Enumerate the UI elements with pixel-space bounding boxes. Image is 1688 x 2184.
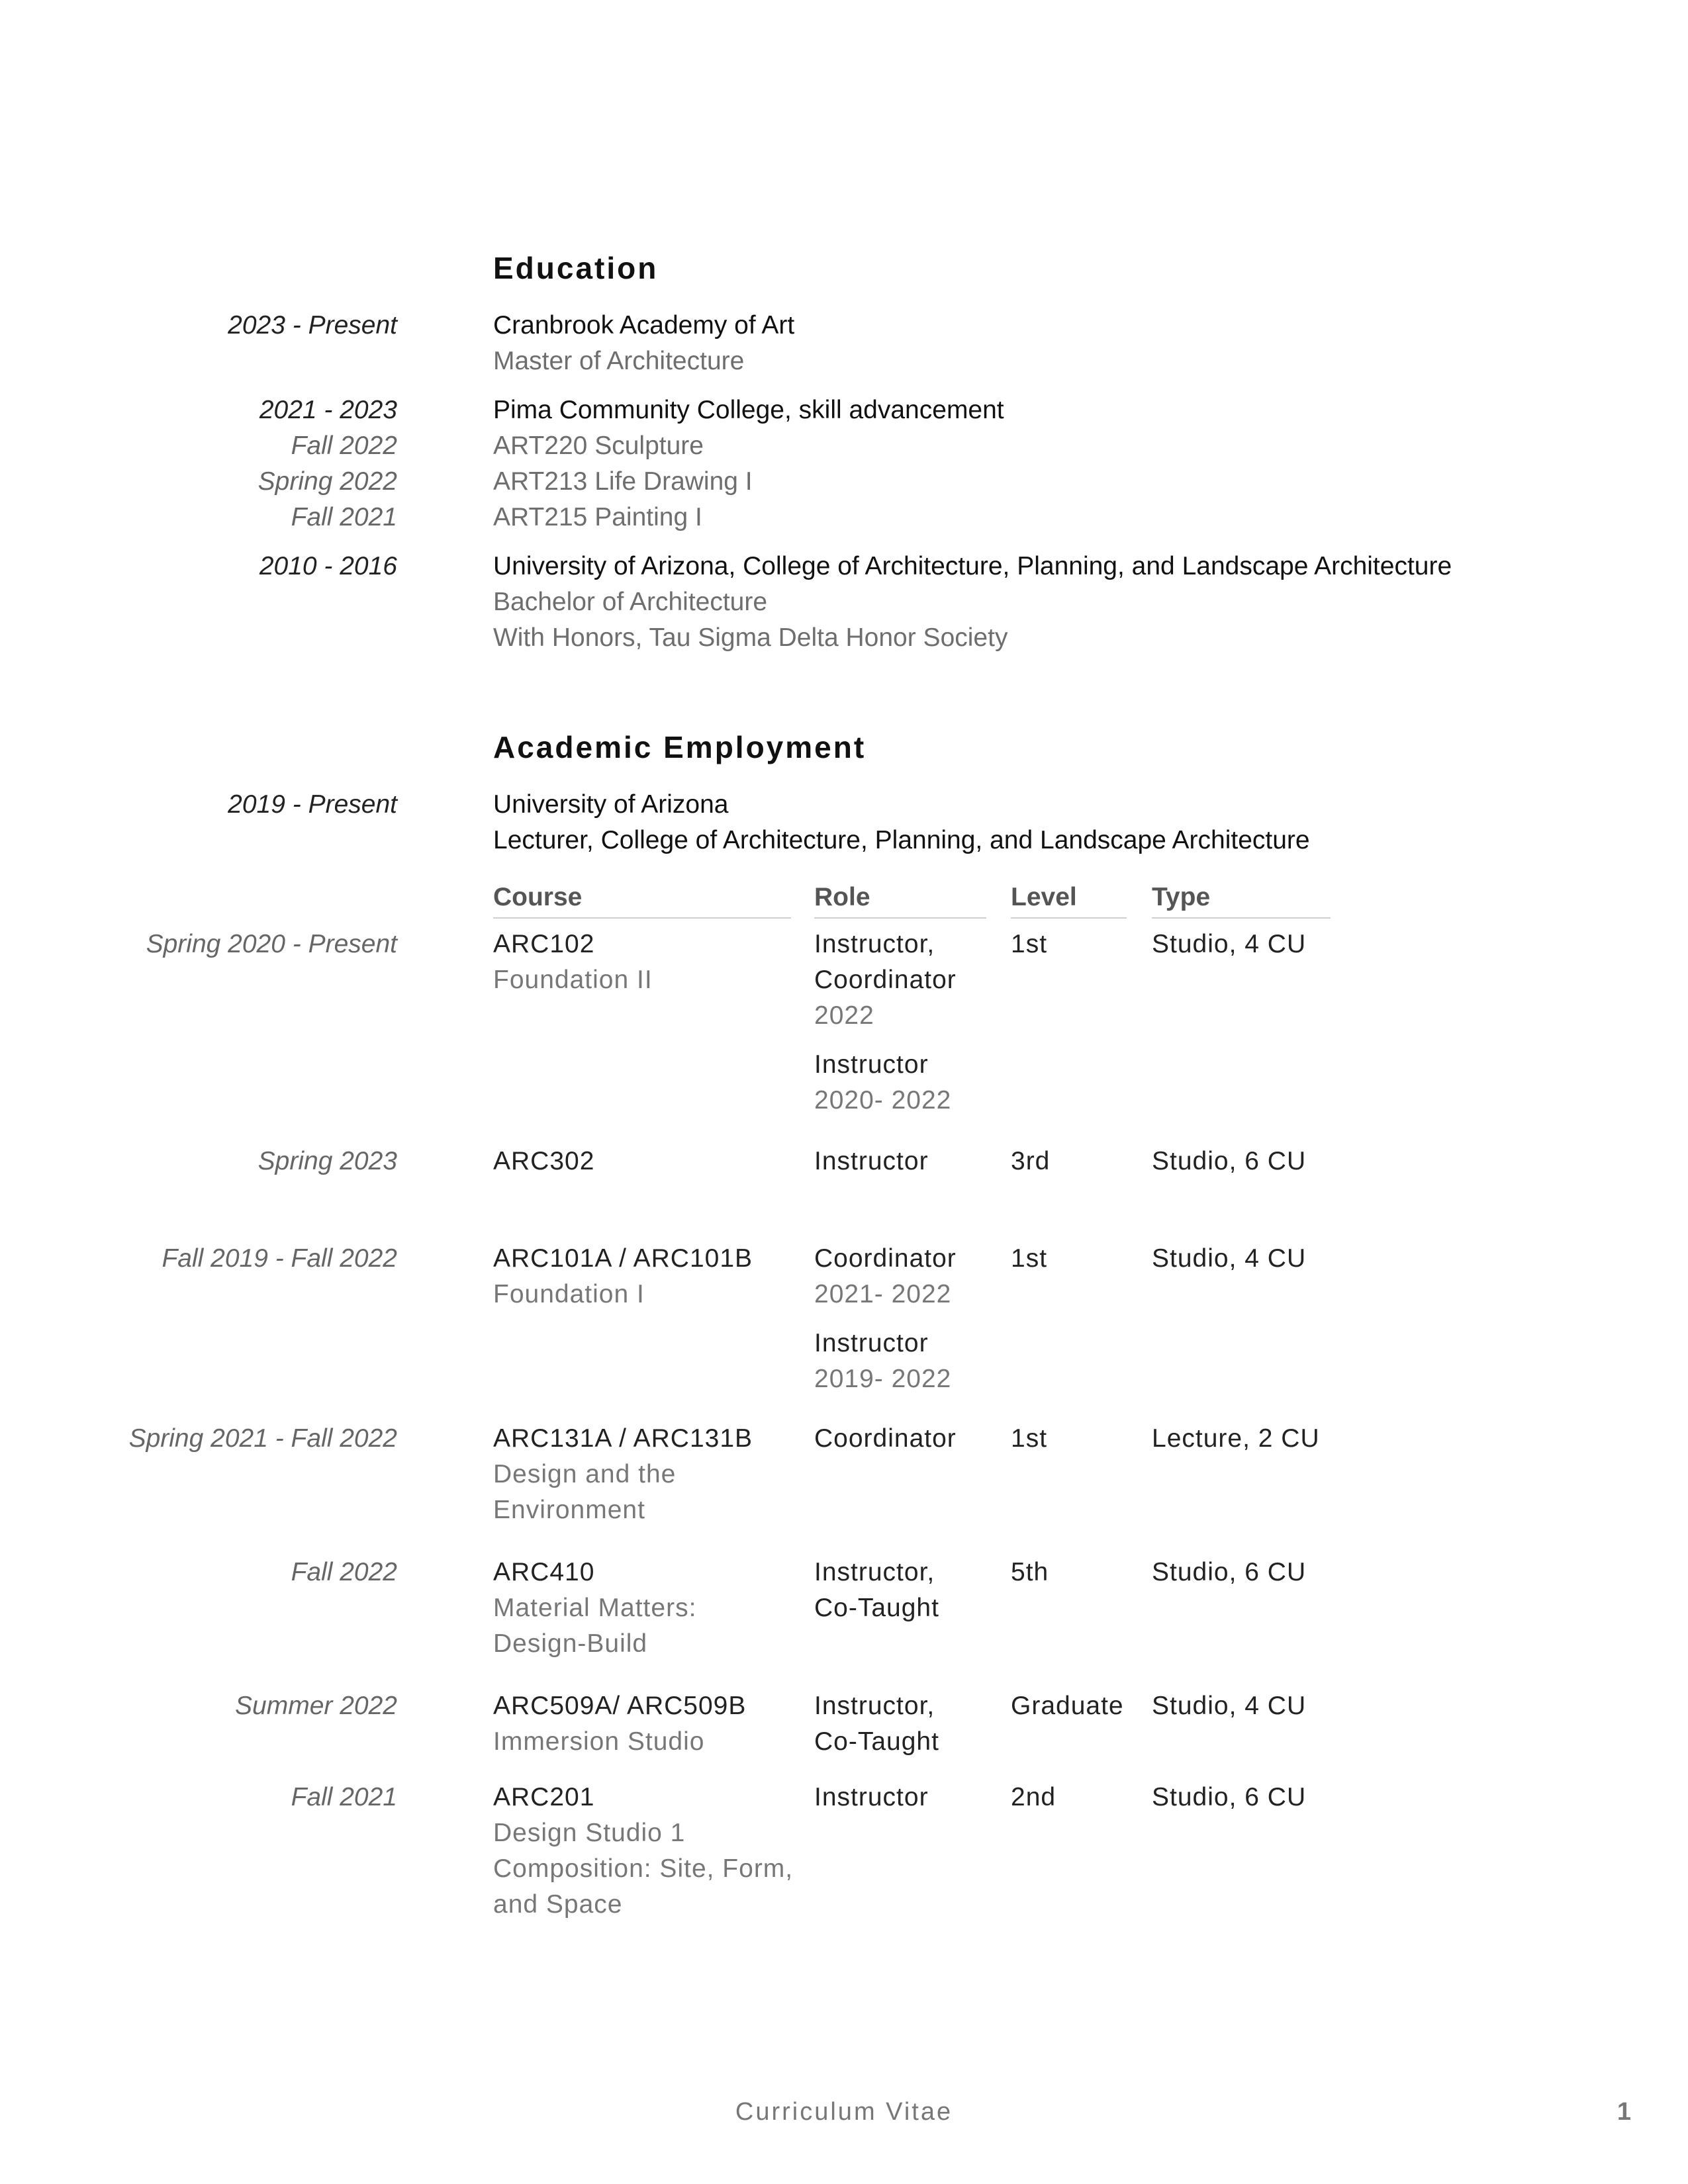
row-date: Fall 2021 (291, 1783, 397, 1811)
role-column-header: Role (814, 883, 986, 919)
course-name: Material Matters: (493, 1594, 697, 1622)
page-number: 1 (1617, 2098, 1631, 2126)
course-level: Graduate (1011, 1692, 1124, 1720)
education-heading: Education (493, 251, 659, 285)
course-code: ARC410 (493, 1558, 595, 1586)
course-code: ARC102 (493, 930, 595, 958)
course-code: ARC101A / ARC101B (493, 1244, 753, 1273)
course-role: Co-Taught (814, 1594, 939, 1622)
course-role: Instructor (814, 1050, 929, 1079)
course-level: 1st (1011, 1424, 1048, 1453)
education-honors: With Honors, Tau Sigma Delta Honor Society (493, 623, 1008, 652)
education-course: ART220 Sculpture (493, 432, 704, 460)
row-date: Fall 2022 (291, 1558, 397, 1586)
type-column-header: Type (1152, 883, 1331, 919)
course-name: Design-Build (493, 1629, 648, 1658)
row-date: Summer 2022 (235, 1692, 397, 1720)
course-type: Studio, 4 CU (1152, 1244, 1307, 1273)
education-institution: Pima Community College, skill advancement (493, 396, 1004, 424)
course-date: Fall 2022 (291, 432, 397, 460)
course-type: Studio, 6 CU (1152, 1783, 1307, 1811)
level-column-header: Level (1011, 883, 1127, 919)
course-code: ARC131A / ARC131B (493, 1424, 753, 1453)
course-role: Coordinator (814, 966, 957, 994)
course-level: 2nd (1011, 1783, 1056, 1811)
course-role: Instructor, (814, 930, 935, 958)
course-level: 1st (1011, 1244, 1048, 1273)
course-role: Instructor, (814, 1692, 935, 1720)
course-type: Studio, 6 CU (1152, 1558, 1307, 1586)
education-institution: Cranbrook Academy of Art (493, 311, 795, 340)
row-date: Spring 2020 - Present (146, 930, 397, 958)
course-role: Coordinator (814, 1244, 957, 1273)
course-role: Instructor (814, 1147, 929, 1175)
course-code: ARC302 (493, 1147, 595, 1175)
course-name: Design Studio 1 (493, 1819, 686, 1847)
education-course: ART213 Life Drawing I (493, 467, 753, 496)
employment-heading: Academic Employment (493, 730, 867, 764)
course-name: Immersion Studio (493, 1727, 705, 1756)
course-type: Studio, 4 CU (1152, 930, 1307, 958)
course-level: 1st (1011, 930, 1048, 958)
course-name: Design and the (493, 1460, 677, 1488)
course-column-header: Course (493, 883, 791, 919)
footer-label: Curriculum Vitae (735, 2098, 953, 2126)
course-level: 5th (1011, 1558, 1049, 1586)
row-date: Fall 2019 - Fall 2022 (162, 1244, 397, 1273)
course-name: Foundation II (493, 966, 653, 994)
course-date: Fall 2021 (291, 503, 397, 531)
course-level: 3rd (1011, 1147, 1051, 1175)
row-date: Spring 2023 (258, 1147, 397, 1175)
employment-institution: University of Arizona (493, 790, 729, 819)
course-role: Instructor, (814, 1558, 935, 1586)
course-name: Composition: Site, Form, (493, 1854, 794, 1883)
role-years: 2020- 2022 (814, 1086, 952, 1115)
course-type: Studio, 4 CU (1152, 1692, 1307, 1720)
course-role: Coordinator (814, 1424, 957, 1453)
course-name: and Space (493, 1890, 623, 1919)
course-code: ARC509A/ ARC509B (493, 1692, 747, 1720)
role-years: 2019- 2022 (814, 1365, 952, 1393)
education-date: 2023 - Present (228, 311, 397, 340)
employment-date: 2019 - Present (228, 790, 397, 819)
course-role: Co-Taught (814, 1727, 939, 1756)
education-course: ART215 Painting I (493, 503, 702, 531)
role-years: 2021- 2022 (814, 1280, 952, 1308)
course-name: Foundation I (493, 1280, 645, 1308)
education-degree: Master of Architecture (493, 347, 745, 375)
education-date: 2021 - 2023 (259, 396, 397, 424)
education-degree: Bachelor of Architecture (493, 588, 768, 616)
course-role: Instructor (814, 1329, 929, 1357)
course-role: Instructor (814, 1783, 929, 1811)
role-years: 2022 (814, 1001, 874, 1030)
course-type: Lecture, 2 CU (1152, 1424, 1320, 1453)
course-type: Studio, 6 CU (1152, 1147, 1307, 1175)
education-institution: University of Arizona, College of Architecture, Planning, and Landscape Architecture (493, 552, 1452, 580)
row-date: Spring 2021 - Fall 2022 (128, 1424, 397, 1453)
education-date: 2010 - 2016 (259, 552, 397, 580)
employment-position: Lecturer, College of Architecture, Planning, and Landscape Architecture (493, 826, 1310, 854)
course-date: Spring 2022 (258, 467, 397, 496)
course-name: Environment (493, 1496, 645, 1524)
course-code: ARC201 (493, 1783, 595, 1811)
